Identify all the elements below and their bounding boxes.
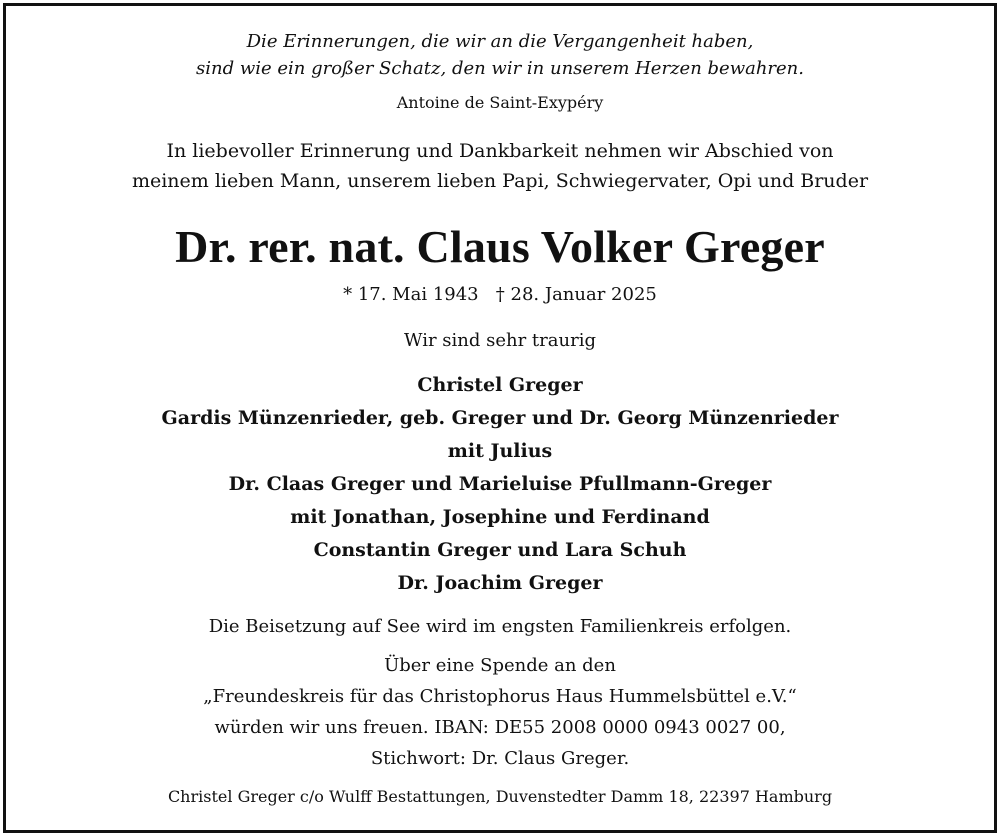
- mourner-line: Christel Greger: [417, 374, 583, 396]
- life-dates: * 17. Mai 1943 † 28. Januar 2025: [343, 284, 657, 305]
- mourner-line: Gardis Münzenrieder, geb. Greger und Dr. Georg Münzenrieder: [161, 407, 839, 429]
- quote-line-2: sind wie ein großer Schatz, den wir in unserem Herzen bewahren.: [195, 58, 804, 79]
- donation-line-3: würden wir uns freuen. IBAN: DE55 2008 0000 0943 0027 00,: [214, 717, 786, 738]
- quote-author: Antoine de Saint-Exypéry: [396, 93, 604, 112]
- sadness-statement: Wir sind sehr traurig: [404, 330, 596, 351]
- mourner-line: Constantin Greger und Lara Schuh: [313, 539, 687, 561]
- quote-line-1: Die Erinnerungen, die wir an die Vergangenheit haben,: [246, 31, 754, 52]
- intro-line-1: In liebevoller Erinnerung und Dankbarkeit nehmen wir Abschied von: [166, 140, 834, 162]
- intro-line-2: meinem lieben Mann, unserem lieben Papi, Schwiegervater, Opi und Bruder: [131, 170, 869, 192]
- mourner-line: mit Jonathan, Josephine und Ferdinand: [290, 506, 710, 528]
- mourner-line: Dr. Joachim Greger: [397, 572, 603, 594]
- contact-address: Christel Greger c/o Wulff Bestattungen, Duvenstedter Damm 18, 22397 Hamburg: [167, 787, 833, 806]
- burial-note: Die Beisetzung auf See wird im engsten Familienkreis erfolgen.: [208, 616, 792, 637]
- donation-line-2: „Freundeskreis für das Christophorus Haus Hummelsbüttel e.V.“: [203, 686, 797, 707]
- mourner-line: Dr. Claas Greger und Marieluise Pfullmann-Greger: [228, 473, 772, 495]
- donation-line-1: Über eine Spende an den: [384, 655, 616, 676]
- donation-line-4: Stichwort: Dr. Claus Greger.: [370, 748, 630, 769]
- mourner-line: mit Julius: [447, 440, 553, 462]
- deceased-name: Dr. rer. nat. Claus Volker Greger: [175, 221, 825, 272]
